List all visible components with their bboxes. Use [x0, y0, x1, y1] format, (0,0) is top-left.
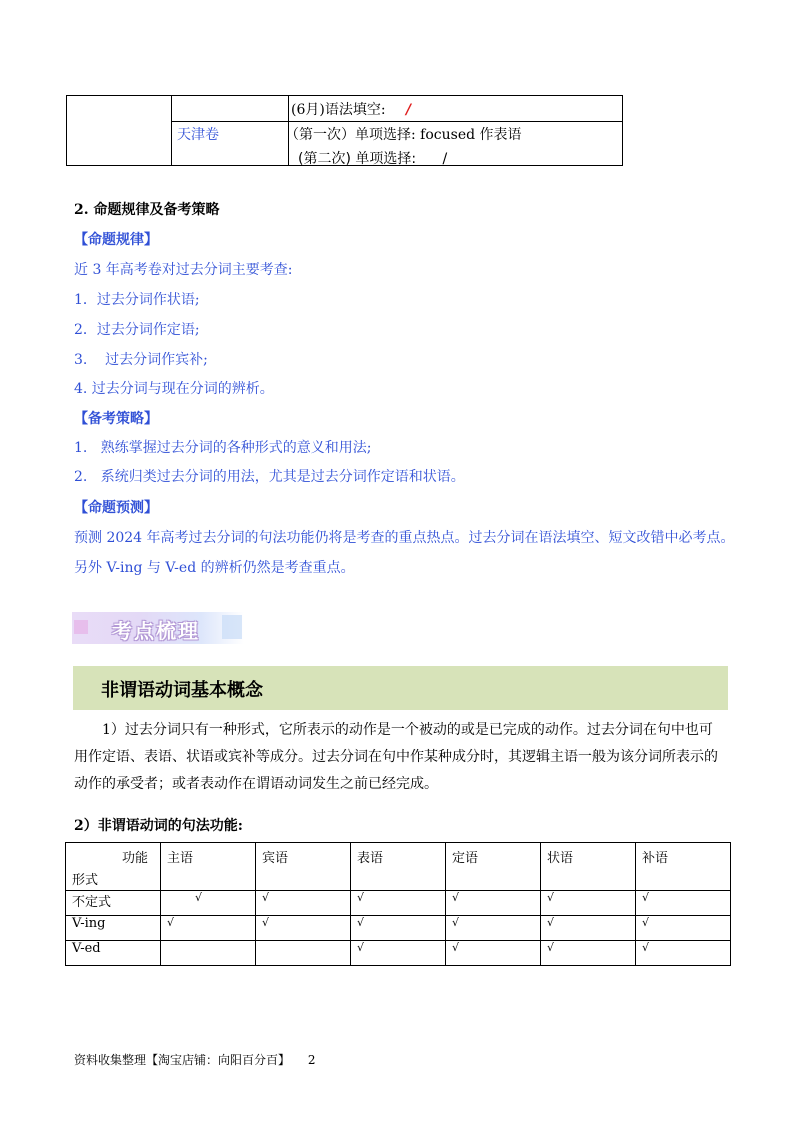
banner-decoration: [222, 615, 242, 639]
check-cell: √: [446, 916, 541, 941]
check-cell: √: [636, 916, 731, 941]
strategy-title: 【备考策略】: [74, 411, 158, 427]
row-form-label: V-ing: [66, 916, 161, 941]
rule-item: 2．过去分词作定语;: [74, 322, 200, 338]
corner-top-label: 功能: [122, 851, 149, 866]
column-header: 定语: [446, 843, 541, 891]
forecast-text: 另外 V-ing 与 V-ed 的辨析仍然是考查重点。: [74, 560, 355, 576]
function-table: [65, 842, 731, 966]
check-cell: √: [351, 891, 446, 916]
forecast-text: 预测 2024 年高考过去分词的句法功能仍将是考查的重点热点。过去分词在语法填空、短文改错中必考点。: [74, 530, 735, 546]
check-cell: √: [636, 891, 731, 916]
check-cell: √: [161, 916, 256, 941]
table-divider: [171, 121, 623, 122]
function-title: 2）非谓语动词的句法功能:: [74, 818, 243, 834]
check-cell: √: [256, 916, 351, 941]
column-header: 宾语: [256, 843, 351, 891]
check-cell: √: [636, 941, 731, 966]
row2-line2-mark: /: [442, 151, 448, 167]
check-cell: [256, 941, 351, 966]
check-cell: √: [256, 891, 351, 916]
page-footer: [74, 1051, 315, 1068]
banner-decoration: [74, 620, 88, 634]
corner-bottom-label: 形式: [72, 873, 99, 888]
row1-text: (6月)语法填空:: [291, 102, 386, 118]
rule-item: 4. 过去分词与现在分词的辨析。: [74, 381, 274, 397]
table-cell-text: [291, 99, 411, 119]
row2-line2: [298, 148, 447, 168]
rule-item: 1．过去分词作状语;: [74, 292, 200, 308]
row1-mark: /: [406, 102, 412, 118]
column-header: 主语: [161, 843, 256, 891]
check-cell: √: [541, 916, 636, 941]
paragraph-line: 动作的承受者；或者表动作在谓语动词发生之前已经完成。: [74, 776, 438, 792]
concept-header: [73, 666, 728, 710]
table-header-row: [66, 843, 731, 891]
check-cell: √: [541, 891, 636, 916]
check-cell: √: [446, 941, 541, 966]
column-header: 表语: [351, 843, 446, 891]
forecast-title: 【命题预测】: [74, 500, 158, 516]
row2-line2-text: (第二次) 单项选择:: [298, 151, 417, 167]
paragraph-line: 用作定语、表语、状语或宾补等成分。过去分词在句中作某种成分时，其逻辑主语一般为该分词所表示的: [74, 749, 718, 765]
paragraph-line: 1）过去分词只有一种形式，它所表示的动作是一个被动的或是已完成的动作。过去分词在句中也可: [102, 722, 713, 738]
check-cell: √: [351, 916, 446, 941]
column-header: 补语: [636, 843, 731, 891]
rule-intro: 近 3 年高考卷对过去分词主要考查:: [74, 262, 293, 278]
check-cell: √: [161, 891, 256, 916]
banner-title: 考点梳理: [112, 619, 200, 643]
concept-title: 非谓语动词基本概念: [101, 680, 263, 701]
section-heading: 2. 命题规律及备考策略: [74, 202, 220, 218]
strategy-item: 1. 熟练掌握过去分词的各种形式的意义和用法;: [74, 440, 372, 456]
check-cell: √: [446, 891, 541, 916]
row2-label: 天津卷: [177, 127, 219, 143]
check-cell: √: [351, 941, 446, 966]
column-header: 状语: [541, 843, 636, 891]
strategy-item: 2. 系统归类过去分词的用法，尤其是过去分词作定语和状语。: [74, 469, 465, 485]
row2-line1: （第一次）单项选择: focused 作表语: [285, 127, 522, 143]
check-cell: √: [541, 941, 636, 966]
row-form-label: 不定式: [66, 891, 161, 916]
check-cell: [161, 941, 256, 966]
concept-paragraph: [74, 717, 729, 798]
table-row: [66, 941, 731, 966]
table-corner-cell: [66, 843, 161, 891]
rule-title: 【命题规律】: [74, 232, 158, 248]
footer-text: 资料收集整理【淘宝店铺：向阳百分百】: [74, 1053, 291, 1067]
table-row: [66, 916, 731, 941]
table-divider: [171, 96, 172, 165]
rule-item: 3. 过去分词作宾补;: [74, 352, 208, 368]
table-row: [66, 891, 731, 916]
row-form-label: V-ed: [66, 941, 161, 966]
page-number: 2: [307, 1053, 316, 1067]
section-banner: [72, 612, 244, 644]
